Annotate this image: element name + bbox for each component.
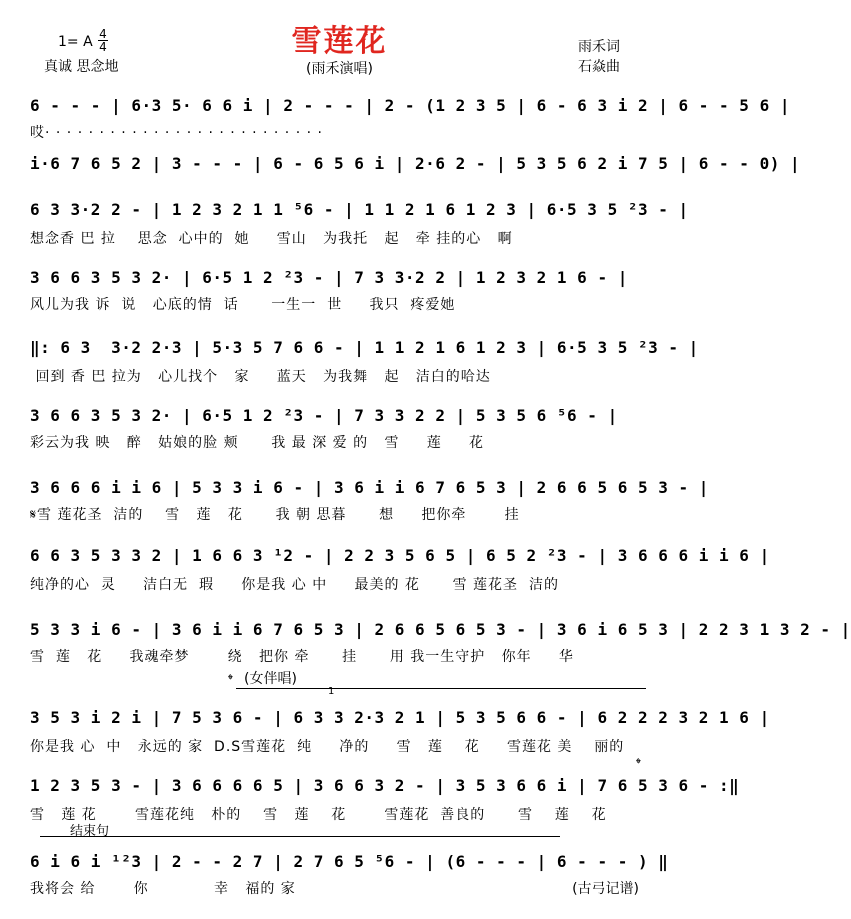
- lyric-row-7: 𝄋雪 莲花圣 洁的 雪 莲 花 我 朝 思暮 想 把你牵 挂: [30, 507, 520, 523]
- score-row-1: 6 - - - | 6·3 5· 6 6 i | 2 - - - | 2 - (1 2 3 5 | 6 - 6 3 i 2 | 6 - - 5 6 |: [30, 96, 790, 115]
- transcriber-credit: (古弓记谱): [572, 881, 639, 897]
- key-signature: 1= A: [58, 34, 93, 50]
- lyricist: 雨禾词: [578, 39, 620, 55]
- lyric-row-1: 哎· · · · · · · · · · · · · · · · · · · · · · · · · ·: [30, 125, 323, 141]
- lyric-row-5: 回到 香 巴 拉为 心儿找个 家 蓝天 为我舞 起 洁白的哈达: [30, 369, 491, 385]
- lyric-row-11: 雪 莲 花 雪莲花纯 朴的 雪 莲 花 雪莲花 善良的 雪 莲 花: [30, 807, 607, 823]
- volta-bracket: [236, 688, 646, 689]
- time-signature-bottom: 4: [99, 40, 107, 54]
- duet-label: (女伴唱): [244, 671, 297, 687]
- lyric-row-6: 彩云为我 映 醉 姑娘的脸 颊 我 最 深 爱 的 雪 莲 花: [30, 435, 484, 451]
- score-row-4: 3 6 6 3 5 3 2· | 6·5 1 2 ²3 - | 7 3 3·2 2 | 1 2 3 2 1 6 - |: [30, 268, 628, 287]
- lyric-row-4: 风儿为我 诉 说 心底的情 话 一生一 世 我只 疼爱她: [30, 297, 456, 313]
- coda-mark-end: 𝄌: [636, 756, 641, 772]
- score-row-9: 5 3 3 i 6 - | 3 6 i i 6 7 6 5 3 | 2 6 6 5 6 5 3 - | 3 6 i 6 5 3 | 2 2 3 1 3 2 - |: [30, 620, 851, 639]
- ending-label: 结束句: [70, 824, 110, 839]
- time-signature: [98, 28, 108, 53]
- score-row-7: 3 6 6 6 i i 6 | 5 3 3 i 6 - | 3 6 i i 6 7 6 5 3 | 2 6 6 5 6 5 3 - |: [30, 478, 709, 497]
- lyric-row-8: 纯净的心 灵 洁白无 瑕 你是我 心 中 最美的 花 雪 莲花圣 洁的: [30, 577, 559, 593]
- score-row-6: 3 6 6 3 5 3 2· | 6·5 1 2 ²3 - | 7 3 3 2 2 | 5 3 5 6 ⁵6 - |: [30, 406, 618, 425]
- score-row-10: 3 5 3 i 2 i | 7 5 3 6 - | 6 3 3 2·3 2 1 | 5 3 5 6 6 - | 6 2 2 2 3 2 1 6 |: [30, 708, 770, 727]
- ending-bracket: [40, 836, 560, 837]
- lyric-row-9: 雪 莲 花 我魂牵梦 绕 把你 牵 挂 用 我一生守护 你年 华: [30, 649, 574, 665]
- song-title: 雪莲花: [291, 24, 388, 59]
- score-row-11: 1 2 3 5 3 - | 3 6 6 6 6 5 | 3 6 6 3 2 - | 3 5 3 6 6 i | 7 6 5 3 6 - :‖: [30, 776, 740, 795]
- time-signature-top: 4: [99, 27, 107, 41]
- coda-mark: 𝄌: [228, 672, 233, 688]
- volta-number: 1: [328, 686, 335, 697]
- song-subtitle: (雨禾演唱): [306, 61, 373, 77]
- lyric-row-12: 我将会 给 你 幸 福的 家: [30, 881, 296, 897]
- score-row-5: ‖: 6 3 3·2 2·3 | 5·3 5 7 6 6 - | 1 1 2 1 6 1 2 3 | 6·5 3 5 ²3 - |: [30, 338, 699, 357]
- lyric-row-10: 你是我 心 中 永远的 家 D.S雪莲花 纯 净的 雪 莲 花 雪莲花 美 丽的: [30, 739, 625, 755]
- lyric-row-3: 想念香 巴 拉 思念 心中的 她 雪山 为我托 起 牵 挂的心 啊: [30, 231, 513, 247]
- score-row-3: 6 3 3·2 2 - | 1 2 3 2 1 1 ⁵6 - | 1 1 2 1 6 1 2 3 | 6·5 3 5 ²3 - |: [30, 200, 689, 219]
- score-row-2: i·6 7 6 5 2 | 3 - - - | 6 - 6 5 6 i | 2·6 2 - | 5 3 5 6 2 i 7 5 | 6 - - 0) |: [30, 154, 801, 173]
- score-row-8: 6 6 3 5 3 3 2 | 1 6 6 3 ¹2 - | 2 2 3 5 6 5 | 6 5 2 ²3 - | 3 6 6 6 i i 6 |: [30, 546, 770, 565]
- score-row-12: 6 i 6 i ¹²3 | 2 - - 2 7 | 2 7 6 5 ⁵6 - | (6 - - - | 6 - - - ) ‖: [30, 852, 669, 871]
- composer: 石焱曲: [578, 59, 620, 75]
- tempo-mood: 真诚 思念地: [44, 59, 119, 75]
